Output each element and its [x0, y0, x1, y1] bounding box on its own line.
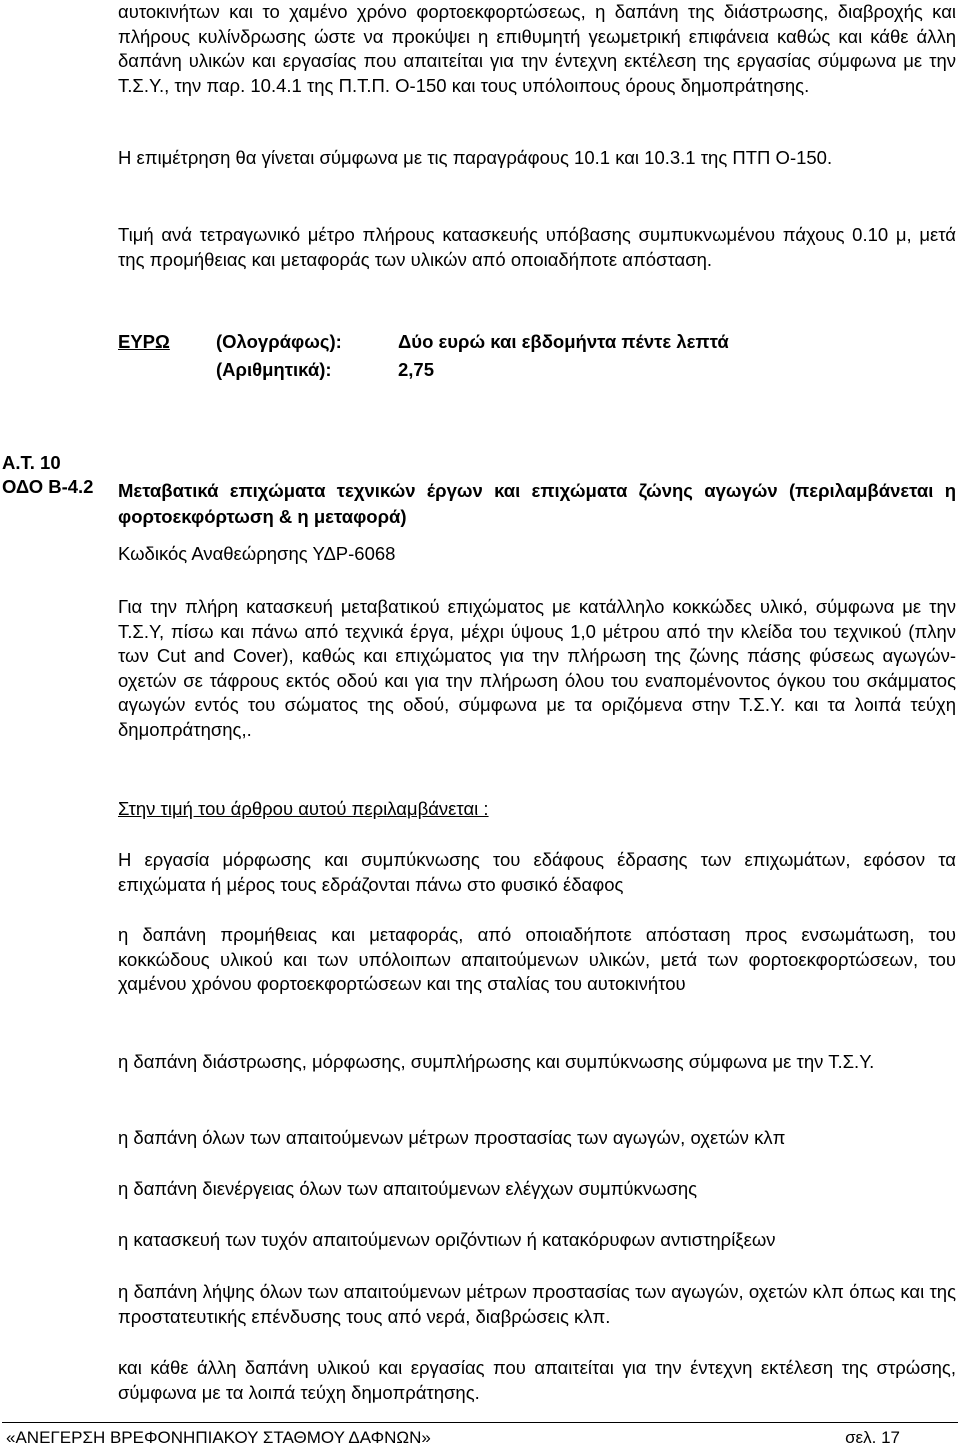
unit-price-description: Τιμή ανά τετραγωνικό μέτρο πλήρους κατασκευής υπόβασης συμπυκνωμένου πάχους 0.10 μ, μετά της προμήθειας και μεταφοράς των υλικών από οποιαδήποτε απόσταση.: [118, 224, 956, 270]
intro-paragraph-1: αυτοκινήτων και το χαμένο χρόνο φορτοεκφορτώσεως, η δαπάνη της διάστρωσης, διαβροχής και πλήρους κυλίνδρωσης ώστε να προκύψει η επιθυμητή γεωμετρική επιφάνεια καθώς και κάθε άλλη δαπάνη υλικών και εργασίας που απαιτείται για την έντεχνη εκτέλεση της εργασίας σύμφωνα με την Τ.Σ.Υ., την παρ. 10.4.1 της Π.Τ.Π. Ο-150 και τους υπόλοιπους όρους δημοπράτησης.: [118, 1, 956, 96]
included-item: η δαπάνη διενέργειας όλων των απαιτούμενων ελέγχων συμπύκνωσης: [118, 1178, 698, 1199]
currency-label: ΕΥΡΩ: [118, 331, 170, 352]
included-heading: Στην τιμή του άρθρου αυτού περιλαμβάνεται :: [118, 798, 489, 819]
price-digits-row: [118, 356, 918, 384]
article-code: [2, 451, 132, 499]
article-description: Για την πλήρη κατασκευή μεταβατικού επιχώματος με κατάλληλο κοκκώδες υλικό, σύμφωνα με την Τ.Σ.Υ, πίσω και πάνω από τεχνικά έργα, μέχρι ύψους 1,0 μέτρου από την κλείδα του τεχνικού (πλην των Cut and Cover), καθώς και επιχώματος για την πλήρωση της ζώνης πάσης φύσεως αγωγών-οχετών σε τάφρους εκτός οδού και για την πλήρωση όλου του εναπομένοντος όγκου του σκάμματος αγωγών εντός του σώματος της οδού, σύμφωνα με τα οριζόμενα στην Τ.Σ.Υ. και τα λοιπά τεύχη δημοπράτησης,.: [118, 596, 956, 740]
description-section: [118, 595, 956, 743]
included-item: η δαπάνη όλων των απαιτούμενων μέτρων προστασίας των αγωγών, οχετών κλπ: [118, 1127, 786, 1148]
measurement-paragraph: Η επιμέτρηση θα γίνεται σύμφωνα με τις παραγράφους 10.1 και 10.3.1 της ΠΤΠ Ο-150.: [118, 147, 833, 168]
included-item: και κάθε άλλη δαπάνη υλικού και εργασίας που απαιτείται για την έντεχνη εκτέλεση της στρώσης, σύμφωνα με τα λοιπά τεύχη δημοπράτησης.: [118, 1357, 956, 1403]
article-reference: ΟΔΟ Β-4.2: [2, 476, 94, 497]
footer-project-title: «ΑΝΕΓΕΡΣΗ ΒΡΕΦΟΝΗΠΙΑΚΟΥ ΣΤΑΘΜΟΥ ΔΑΦΝΩΝ»: [6, 1428, 431, 1447]
included-item-7-wrap: [118, 1280, 956, 1329]
included-item: η δαπάνη διάστρωσης, μόρφωσης, συμπλήρωσης και συμπύκνωσης σύμφωνα με την Τ.Σ.Υ.: [118, 1051, 875, 1072]
price-block: [118, 328, 918, 384]
included-item: η δαπάνη λήψης όλων των απαιτούμενων μέτρων προστασίας των αγωγών, οχετών κλπ όπως και της προστατευτικής επένδυσης τους από νερά, διαβρώσεις κλπ.: [118, 1281, 956, 1327]
included-item-4-wrap: [118, 1126, 956, 1151]
price-words-label: (Ολογράφως):: [216, 331, 342, 352]
included-item-5-wrap: [118, 1177, 956, 1202]
intro-section: [118, 0, 956, 98]
included-item-2-wrap: [118, 923, 956, 997]
price-digits-label: (Αριθμητικά):: [216, 359, 332, 380]
included-item: η κατασκευή των τυχόν απαιτούμενων οριζόντιων ή κατακόρυφων αντιστηρίξεων: [118, 1229, 776, 1250]
included-item: Η εργασία μόρφωσης και συμπύκνωσης του εδάφους έδρασης των επιχωμάτων, εφόσον τα επιχώματα ή μέρος τους εδράζονται πάνω στο φυσικό έδαφος: [118, 849, 956, 895]
intro-section-2: [118, 146, 956, 171]
article-title: Μεταβατικά επιχώματα τεχνικών έργων και επιχώματα ζώνης αγωγών (περιλαμβάνεται η φορτοεκφόρτωση & η μεταφορά): [118, 480, 956, 527]
page-number: σελ. 17: [845, 1428, 900, 1447]
price-digits-value: 2,75: [398, 359, 435, 380]
included-item-3-wrap: [118, 1050, 956, 1075]
footer-divider: [2, 1422, 958, 1423]
price-words-row: [118, 328, 918, 356]
included-item-6-wrap: [118, 1228, 956, 1253]
revision-code: Κωδικός Αναθεώρησης ΥΔΡ-6068: [118, 543, 396, 564]
revision-section: [118, 542, 956, 567]
article-number: Α.Τ. 10: [2, 452, 61, 473]
page-footer: [6, 1428, 956, 1448]
intro-section-3: [118, 223, 956, 272]
included-item-1-wrap: [118, 848, 956, 897]
included-item: η δαπάνη προμήθειας και μεταφοράς, από οποιαδήποτε απόσταση προς ενσωμάτωση, του κοκκώδους υλικού και των υπόλοιπων απαιτούμενων υλικών, μετά των φορτοεκφορτώσεων, του χαμένου χρόνου φορτοεκφορτώσεων και της σταλίας του αυτοκινήτου: [118, 924, 956, 995]
price-spacer: [118, 356, 216, 384]
included-heading-section: [118, 797, 956, 822]
included-item-8-wrap: [118, 1356, 956, 1405]
price-words-value: Δύο ευρώ και εβδομήντα πέντε λεπτά: [398, 331, 729, 352]
